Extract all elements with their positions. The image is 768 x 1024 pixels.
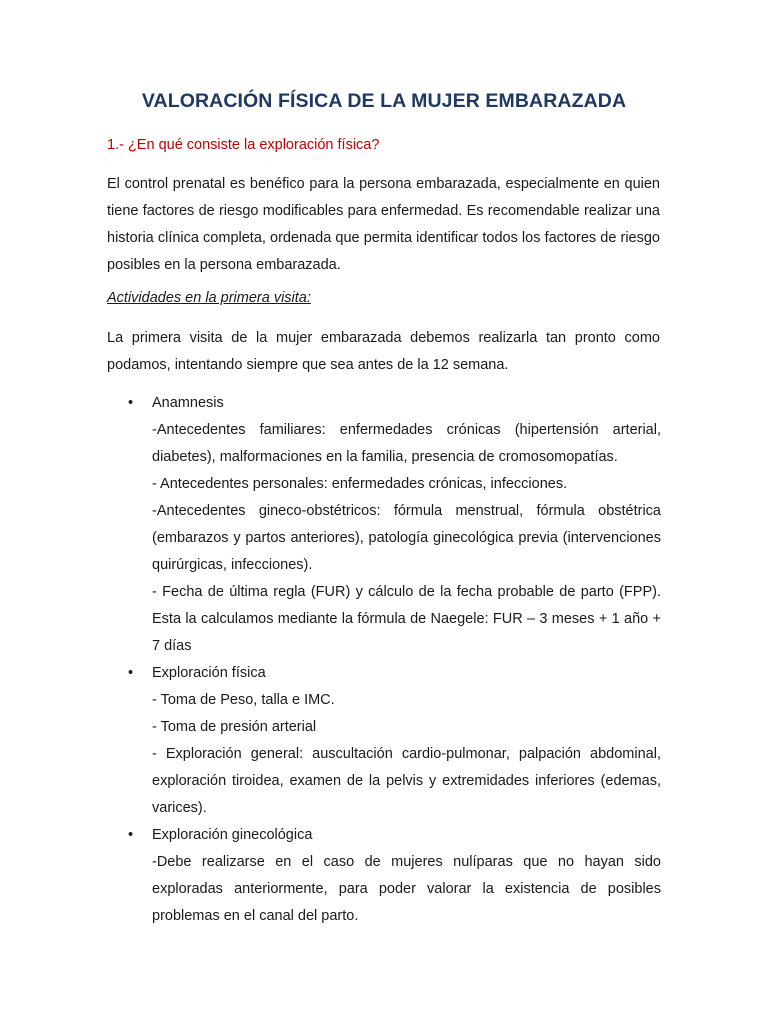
activities-list [0,390,768,930]
bullet-icon: • [128,665,134,681]
list-item-line: -Antecedentes gineco-obstétricos: fórmula menstrual, fórmula obstétrica (embarazos y partos anteriores), patología ginecológica previa (intervenciones quirúrgicas, infecciones). [152,503,661,573]
bullet-icon: • [128,827,134,843]
first-visit-paragraph: La primera visita de la mujer embarazada debemos realizarla tan pronto como podamos, intentando siempre que sea antes de la 12 semana. [107,330,660,373]
list-item-title: Exploración física [152,665,266,681]
list-item-title: Anamnesis [152,395,224,411]
list-item-physical-exam [0,660,768,822]
document-title: VALORACIÓN FÍSICA DE LA MUJER EMBARAZADA [141,90,627,112]
question-heading: 1.- ¿En qué consiste la exploración física? [107,137,380,153]
list-item-line: -Debe realizarse en el caso de mujeres nulíparas que no hayan sido exploradas anteriormente, para poder valorar la existencia de posibles problemas en el canal del parto. [152,854,661,924]
list-item-anamnesis [0,390,768,660]
list-item-line: - Toma de presión arterial [152,719,317,735]
intro-paragraph: El control prenatal es benéfico para la persona embarazada, especialmente en quien tiene factores de riesgo modificables para enfermedad. Es recomendable realizar una historia clínica completa, ordenada que permita identificar todos los factores de riesgo posibles en la persona embarazada. [107,176,660,273]
list-item-gyn-exam [0,822,768,930]
bullet-icon: • [128,395,134,411]
first-visit-subheading: Actividades en la primera visita: [107,290,311,306]
list-item-line: - Toma de Peso, talla e IMC. [152,692,335,708]
list-item-title: Exploración ginecológica [152,827,313,843]
list-item-line: - Antecedentes personales: enfermedades crónicas, infecciones. [152,476,568,492]
list-item-line: -Antecedentes familiares: enfermedades crónicas (hipertensión arterial, diabetes), malformaciones en la familia, presencia de cromosomopatías. [152,422,661,465]
list-item-line: - Exploración general: auscultación cardio-pulmonar, palpación abdominal, exploración tiroidea, examen de la pelvis y extremidades inferiores (edemas, varices). [152,746,661,816]
list-item-line: - Fecha de última regla (FUR) y cálculo de la fecha probable de parto (FPP). Esta la calculamos mediante la fórmula de Naegele: FUR – 3 meses + 1 año + 7 días [152,584,661,654]
